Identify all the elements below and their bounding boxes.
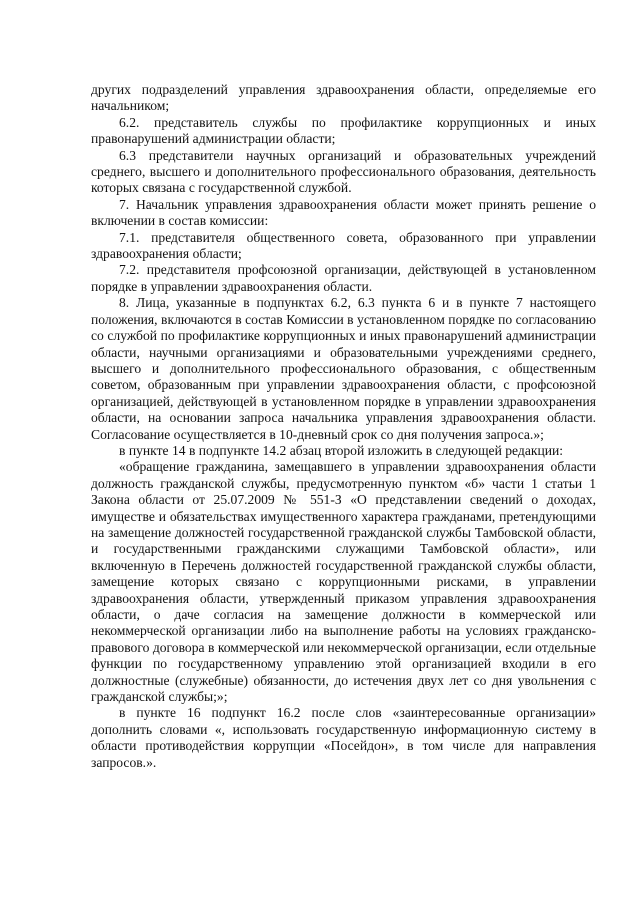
paragraph-7-1: 7.1. представителя общественного совета, образованного при управлении здравоохранения области; [91,229,596,262]
paragraph-8: 8. Лица, указанные в подпунктах 6.2, 6.3 пункта 6 и в пункте 7 настоящего положения, включаются в состав Комиссии в установленном порядке по согласованию со службой по профилактике коррупционных и иных правонарушений администрации области, научными организациями и образовательными учреждениями среднего, высшего и дополнительного профессионального образования, с общественным советом, образованным при управлении здравоохранения области, с профсоюзной организацией, действующей в установленном порядке в управлении здравоохранения области, на основании запроса начальника управления здравоохранения области. Согласование осуществляется в 10-дневный срок со дня получения запроса.»; [91,295,596,442]
paragraph-point-16: в пункте 16 подпункт 16.2 после слов «заинтересованные организации» дополнить словами «, использовать государственную информационную систему в области противодействия коррупции «Посейдон», в том числе для направления запросов.». [91,705,596,770]
paragraph-6-2: 6.2. представитель службы по профилактике коррупционных и иных правонарушений администрации области; [91,114,596,147]
paragraph-continuation: других подразделений управления здравоохранения области, определяемые его начальником; [91,82,596,114]
paragraph-point-14: в пункте 14 в подпункте 14.2 абзац второй изложить в следующей редакции: [119,442,564,458]
paragraph-quote-14-2: «обращение гражданина, замещавшего в управлении здравоохранения области должность гражданской службы, предусмотренную пунктом «б» части 1 статьи 1 Закона области от 25.07.2009 № 551-З «О представлении сведений о доходах, имуществе и обязательствах имущественного характера гражданами, претендующими на замещение должностей государственной гражданской службы Тамбовской области, и государственными гражданскими служащими Тамбовской области», или включенную в Перечень должностей государственной гражданской службы области, замещение которых связано с коррупционными рисками, в управлении здравоохранения области, утвержденный приказом управления здравоохранения области, о даче согласия на замещение должности в коммерческой или некоммерческой организации либо на выполнение работы на условиях гражданско-правового договора в коммерческой или некоммерческой организации, если отдельные функции по государственному управлению этой организацией входили в его должностные (служебные) обязанности, до истечения двух лет со дня увольнения с гражданской службы;»; [91,459,596,705]
paragraph-7-2: 7.2. представителя профсоюзной организации, действующей в установленном порядке в управлении здравоохранения области. [91,262,596,294]
paragraph-7: 7. Начальник управления здравоохранения области может принять решение о включении в состав комиссии: [91,196,596,229]
paragraph-6-3: 6.3 представители научных организаций и образовательных учреждений среднего, высшего и дополнительного профессионального образования, деятельность которых связана с государственной службой. [91,147,596,196]
